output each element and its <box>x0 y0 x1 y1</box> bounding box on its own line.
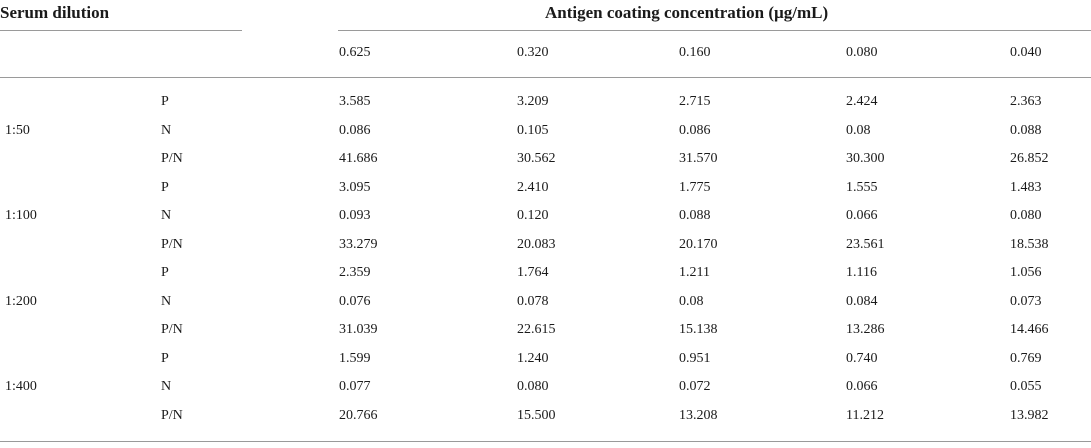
dilution-label: 1:200 <box>5 293 37 309</box>
row-type-label: P <box>161 179 169 195</box>
table-cell: 1.483 <box>1010 179 1042 195</box>
table-cell: 0.088 <box>1010 122 1042 138</box>
table-cell: 31.570 <box>679 151 718 166</box>
table-cell: 2.410 <box>517 179 549 195</box>
row-type-label: P <box>161 350 169 366</box>
table-cell: 0.105 <box>517 122 549 138</box>
table-cell: 2.715 <box>679 94 711 109</box>
header-bottom-rule <box>0 77 1091 78</box>
table-cell: 0.066 <box>846 208 878 223</box>
table-cell: 33.279 <box>339 236 378 252</box>
table-cell: 0.951 <box>679 350 711 366</box>
table-cell: 1.764 <box>517 265 549 280</box>
table-cell: 0.740 <box>846 350 878 366</box>
table-cell: 20.170 <box>679 236 718 252</box>
table-cell: 0.055 <box>1010 379 1042 394</box>
table-cell: 20.766 <box>339 407 378 423</box>
table-cell: 1.599 <box>339 350 371 366</box>
table-cell: 18.538 <box>1010 236 1049 252</box>
table-cell: 15.500 <box>517 407 556 423</box>
header-rule-left <box>0 30 242 31</box>
table-cell: 0.120 <box>517 208 549 223</box>
table-cell: 30.300 <box>846 151 885 166</box>
table-cell: 3.209 <box>517 94 549 109</box>
table-cell: 1.555 <box>846 179 878 195</box>
table-cell: 2.424 <box>846 94 878 109</box>
row-type-label: P/N <box>161 407 183 423</box>
dilution-label: 1:100 <box>5 208 37 223</box>
row-type-label: N <box>161 379 172 394</box>
table-cell: 1.775 <box>679 179 711 195</box>
concentration-header-cell: 0.160 <box>679 45 711 60</box>
concentration-header-cell: 0.080 <box>846 45 878 60</box>
table-cell: 1.056 <box>1010 265 1042 280</box>
table-cell: 0.066 <box>846 379 878 394</box>
table-cell: 0.086 <box>339 122 371 138</box>
concentration-header-cell: 0.040 <box>1010 45 1042 60</box>
table-cell: 0.08 <box>846 122 871 138</box>
table-cell: 14.466 <box>1010 322 1049 337</box>
table-cell: 41.686 <box>339 151 378 166</box>
table-cell: 0.080 <box>517 379 549 394</box>
table-cell: 15.138 <box>679 322 718 337</box>
table-cell: 31.039 <box>339 322 378 337</box>
table-header-antigen-concentration: Antigen coating concentration (µg/mL) <box>545 3 829 22</box>
table-cell: 13.982 <box>1010 407 1049 423</box>
table-bottom-rule <box>0 441 1091 442</box>
table-cell: 11.212 <box>846 407 884 423</box>
table-cell: 0.08 <box>679 293 704 309</box>
table-cell: 1.211 <box>679 265 710 280</box>
table-cell: 0.076 <box>339 293 371 309</box>
table-cell: 0.072 <box>679 379 711 394</box>
concentration-header-cell: 0.625 <box>339 45 371 60</box>
table-cell: 0.084 <box>846 293 878 309</box>
row-type-label: P/N <box>161 236 183 252</box>
row-type-label: P <box>161 94 169 109</box>
header-rule-right <box>338 30 1091 31</box>
table-cell: 30.562 <box>517 151 556 166</box>
concentration-header-cell: 0.320 <box>517 45 549 60</box>
table-cell: 20.083 <box>517 236 556 252</box>
table-cell: 0.769 <box>1010 350 1042 366</box>
table-cell: 22.615 <box>517 322 556 337</box>
table-cell: 2.363 <box>1010 94 1042 109</box>
table-cell: 23.561 <box>846 236 885 252</box>
row-type-label: P <box>161 265 169 280</box>
table-cell: 0.093 <box>339 208 371 223</box>
table-cell: 0.088 <box>679 208 711 223</box>
row-type-label: N <box>161 293 172 309</box>
table-cell: 3.585 <box>339 94 371 109</box>
dilution-label: 1:400 <box>5 379 37 394</box>
table-cell: 0.077 <box>339 379 371 394</box>
row-type-label: N <box>161 208 172 223</box>
table-cell: 1.116 <box>846 265 877 280</box>
table-cell: 0.086 <box>679 122 711 138</box>
table-cell: 0.073 <box>1010 293 1042 309</box>
table-cell: 13.286 <box>846 322 885 337</box>
table-cell: 26.852 <box>1010 151 1049 166</box>
table-cell: 0.080 <box>1010 208 1042 223</box>
table-cell: 13.208 <box>679 407 718 423</box>
table-cell: 1.240 <box>517 350 549 366</box>
table-header-serum-dilution: Serum dilution <box>0 3 110 22</box>
row-type-label: P/N <box>161 151 183 166</box>
dilution-label: 1:50 <box>5 122 30 138</box>
row-type-label: N <box>161 122 172 138</box>
table-cell: 0.078 <box>517 293 549 309</box>
table-cell: 2.359 <box>339 265 371 280</box>
table-cell: 3.095 <box>339 179 371 195</box>
row-type-label: P/N <box>161 322 183 337</box>
